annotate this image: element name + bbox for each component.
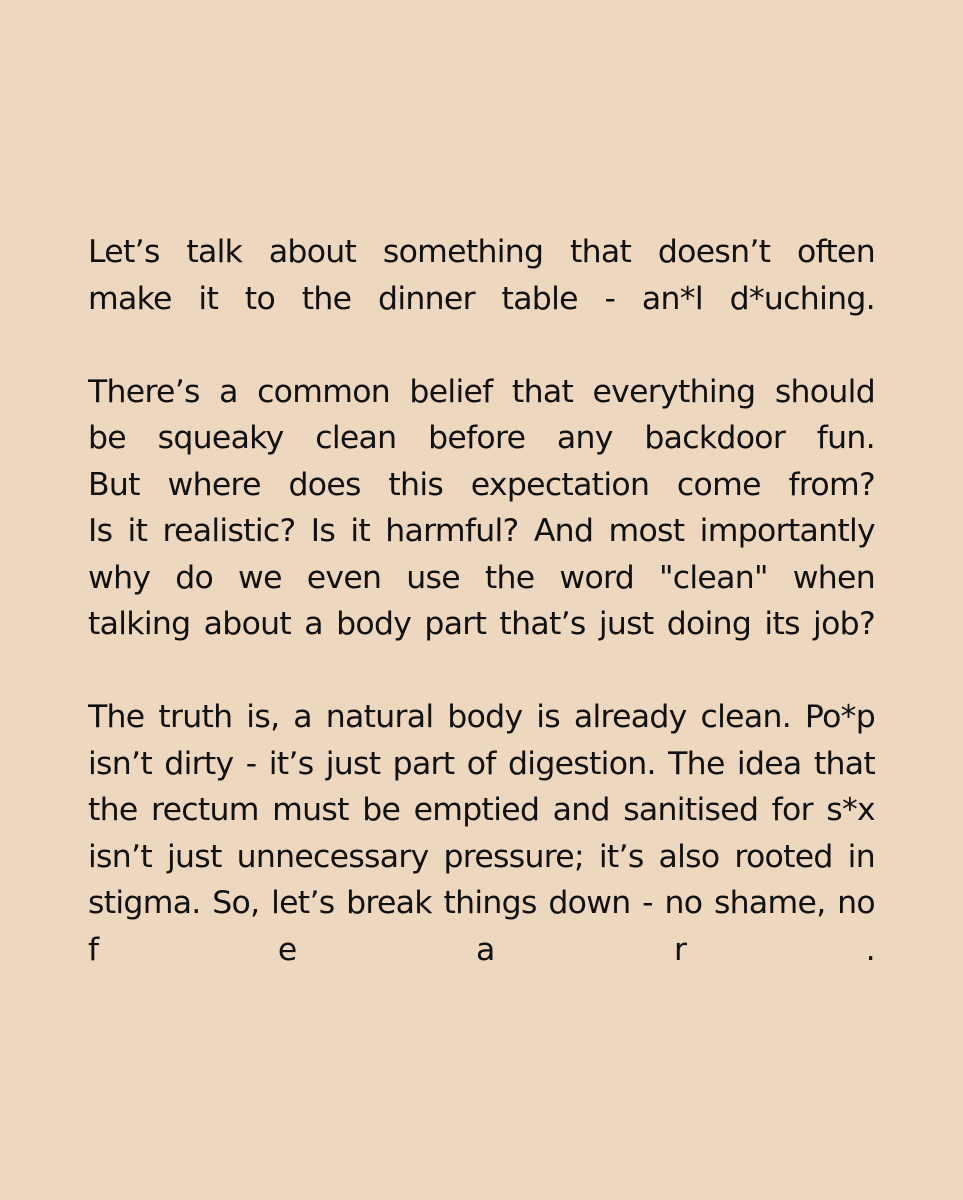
text-line: isn’t dirty - it’s just part of digestion. The idea that: [88, 745, 875, 782]
text-line: There’s a common belief that everything should: [88, 373, 875, 410]
text-line: the rectum must be emptied and sanitised for s*x: [88, 792, 875, 828]
body-text: [88, 229, 875, 973]
text-line: be squeaky clean before any backdoor fun.: [88, 420, 875, 456]
text-line: why do we even use the word "clean" when: [88, 559, 875, 596]
text-line: Let’s talk about something that doesn’t often: [88, 234, 875, 270]
paragraph-spacer: [88, 648, 875, 695]
text-line: stigma. So, let’s break things down - no shame, no: [88, 885, 875, 921]
text-line: isn’t just unnecessary pressure; it’s also rooted in: [88, 838, 875, 875]
text-line: make it to the dinner table - an*l d*uching.: [88, 280, 875, 317]
text-line: talking about a body part that’s just doing its job?: [88, 606, 875, 642]
text-line: But where does this expectation come from?: [88, 466, 875, 503]
paragraph-truth: [88, 694, 875, 973]
text-line: The truth is, a natural body is already clean. Po*p: [88, 699, 875, 735]
paragraph-belief: [88, 369, 875, 648]
text-line: Is it realistic? Is it harmful? And most importantly: [88, 513, 875, 549]
text-line: f e a r .: [88, 931, 875, 968]
paragraph-intro: [88, 229, 875, 322]
paragraph-spacer: [88, 322, 875, 369]
